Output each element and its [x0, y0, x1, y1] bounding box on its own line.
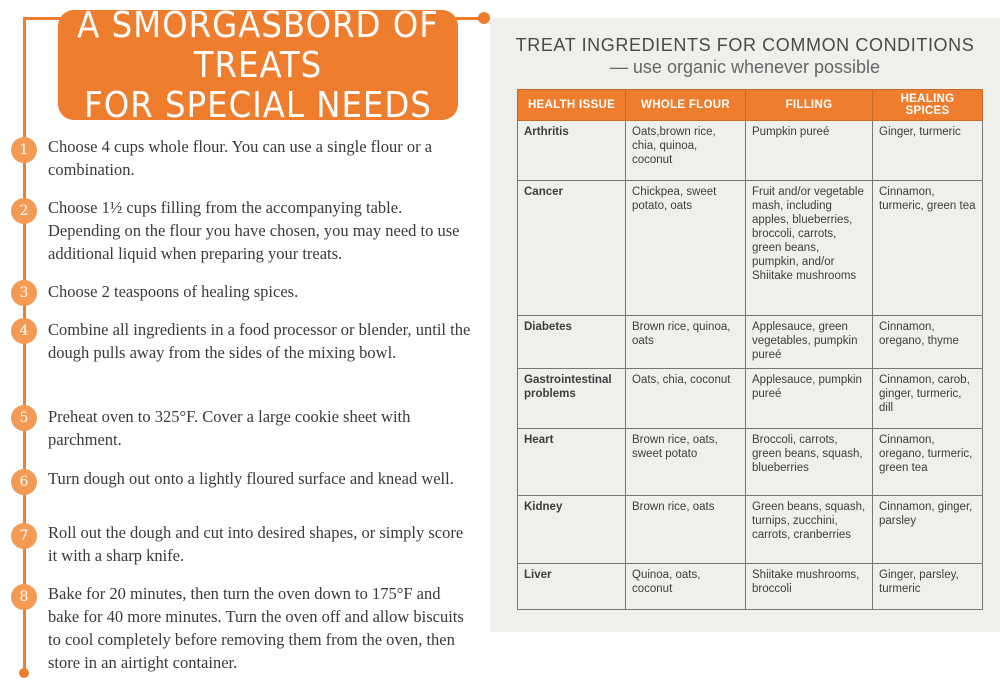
ingredients-table: [517, 89, 983, 610]
health-issue-cell: Kidney: [518, 496, 626, 564]
health-issue-cell: Gastrointestinal problems: [518, 369, 626, 429]
column-header: HEALING SPICES: [873, 90, 983, 121]
filling-cell: Green beans, squash, turnips, zucchini, carrots, cranberries: [746, 496, 873, 564]
spices-cell: Cinnamon, carob, ginger, turmeric, dill: [873, 369, 983, 429]
banner-title-line-1: A SMORGASBORD OF TREATS: [77, 5, 439, 86]
step-number-badge: 1: [11, 137, 37, 163]
title-banner: [58, 5, 458, 126]
table-header-row: [518, 90, 983, 121]
flour-cell: Oats, chia, coconut: [626, 369, 746, 429]
column-header: HEALTH ISSUE: [518, 90, 626, 121]
column-header: WHOLE FLOUR: [626, 90, 746, 121]
spices-cell: Cinnamon, oregano, turmeric, green tea: [873, 429, 983, 496]
table-row: [518, 496, 983, 564]
filling-cell: Broccoli, carrots, green beans, squash, blueberries: [746, 429, 873, 496]
filling-cell: Fruit and/or vegetable mash, including apples, blueberries, broccoli, carrots, green beans, pumpkin, and/or Shiitake mushrooms: [746, 181, 873, 316]
step-number-badge: 5: [11, 405, 37, 431]
step-number-badge: 2: [11, 198, 37, 224]
flour-cell: Brown rice, oats, sweet potato: [626, 429, 746, 496]
step-text: Combine all ingredients in a food processor or blender, until the dough pulls away from the sides of the mixing bowl.: [48, 320, 471, 362]
table-row: [518, 564, 983, 610]
step-number-badge: 7: [11, 523, 37, 549]
filling-cell: Shiitake mushrooms, broccoli: [746, 564, 873, 610]
step-number-badge: 4: [11, 318, 37, 344]
flour-cell: Brown rice, oats: [626, 496, 746, 564]
flour-cell: Brown rice, quinoa, oats: [626, 316, 746, 369]
step-text: Choose 4 cups whole flour. You can use a single flour or a combination.: [48, 137, 433, 179]
health-issue-cell: Heart: [518, 429, 626, 496]
flour-cell: Quinoa, oats, coconut: [626, 564, 746, 610]
step-number-badge: 8: [11, 584, 37, 610]
step-text: Roll out the dough and cut into desired shapes, or simply score it with a sharp knife.: [48, 523, 464, 565]
table-row: [518, 429, 983, 496]
table-row: [518, 369, 983, 429]
flour-cell: Oats,brown rice, chia, quinoa, coconut: [626, 121, 746, 181]
table-subtitle: — use organic whenever possible: [609, 57, 881, 77]
flour-cell: Chickpea, sweet potato, oats: [626, 181, 746, 316]
spices-cell: Cinnamon, oregano, thyme: [873, 316, 983, 369]
filling-cell: Pumpkin pureé: [746, 121, 873, 181]
spices-cell: Cinnamon, turmeric, green tea: [873, 181, 983, 316]
table-row: [518, 316, 983, 369]
connector-line-left: [23, 17, 26, 677]
spices-cell: Ginger, parsley, turmeric: [873, 564, 983, 610]
filling-cell: Applesauce, pumpkin pureé: [746, 369, 873, 429]
step-text: Choose 2 teaspoons of healing spices.: [48, 282, 299, 301]
step-text: Bake for 20 minutes, then turn the oven down to 175°F and bake for 40 more minutes. Turn the oven off and allow biscuits to cool completely before removing them from the oven, then store in an airtight container.: [48, 584, 464, 672]
connector-dot: [478, 12, 490, 24]
health-issue-cell: Diabetes: [518, 316, 626, 369]
step-text: Preheat oven to 325°F. Cover a large cookie sheet with parchment.: [48, 407, 411, 449]
column-header: FILLING: [746, 90, 873, 121]
step-text: Turn dough out onto a lightly floured surface and knead well.: [48, 469, 454, 488]
filling-cell: Applesauce, green vegetables, pumpkin pureé: [746, 316, 873, 369]
health-issue-cell: Arthritis: [518, 121, 626, 181]
step-number-badge: 6: [11, 469, 37, 495]
banner-title-line-2: FOR SPECIAL NEEDS: [84, 85, 432, 126]
health-issue-cell: Cancer: [518, 181, 626, 316]
connector-end-dot: [19, 668, 29, 678]
table-title: TREAT INGREDIENTS FOR COMMON CONDITIONS: [515, 35, 975, 55]
health-issue-cell: Liver: [518, 564, 626, 610]
spices-cell: Cinnamon, ginger, parsley: [873, 496, 983, 564]
spices-cell: Ginger, turmeric: [873, 121, 983, 181]
table-row: [518, 181, 983, 316]
table-row: [518, 121, 983, 181]
step-number-badge: 3: [11, 280, 37, 306]
step-text: Choose 1½ cups filling from the accompanying table. Depending on the flour you have chosen, you may need to use additional liquid when preparing your treats.: [48, 198, 460, 263]
